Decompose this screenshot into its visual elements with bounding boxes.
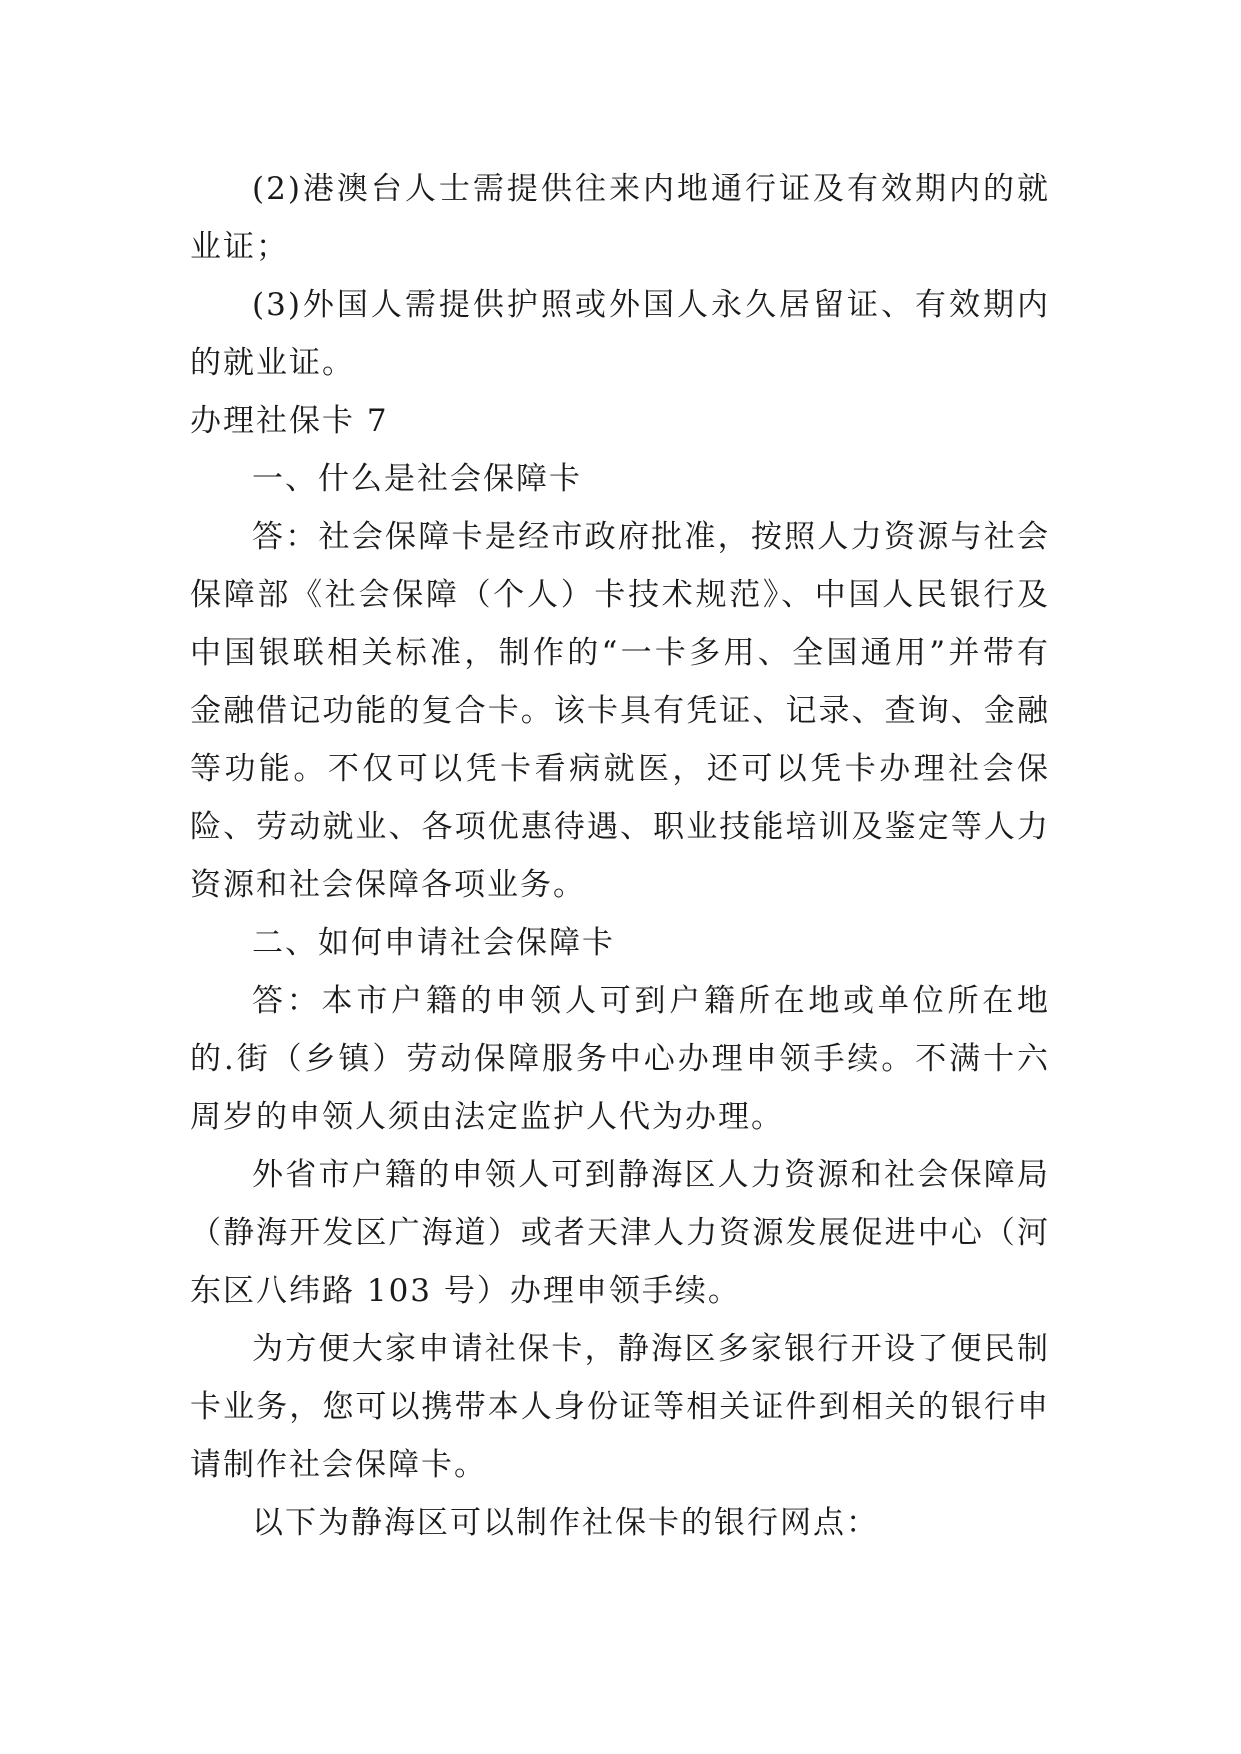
- paragraph-bank-list-intro: 以下为静海区可以制作社保卡的银行网点：: [252, 1505, 879, 1541]
- paragraph-hmt-requirements: (2)港澳台人士需提供往来内地通行证及有效期内的就业证；: [190, 171, 1050, 265]
- paragraph-bank-service: 为方便大家申请社保卡，静海区多家银行开设了便民制卡业务，您可以携带本人身份证等相关证件到相关的银行申请制作社会保障卡。: [190, 1331, 1050, 1483]
- document-body: [190, 160, 1050, 1552]
- heading-how-to-apply: 二、如何申请社会保障卡: [252, 925, 615, 961]
- paragraph-card-definition: 答：社会保障卡是经市政府批准，按照人力资源与社会保障部《社会保障（个人）卡技术规范》、中国人民银行及中国银联相关标准，制作的“一卡多用、全国通用”并带有金融借记功能的复合卡。该卡具有凭证、记录、查询、金融等功能。不仅可以凭卡看病就医，还可以凭卡办理社会保险、劳动就业、各项优惠待遇、职业技能培训及鉴定等人力资源和社会保障各项业务。: [190, 519, 1050, 903]
- heading-what-is-card: 一、什么是社会保障卡: [252, 461, 582, 497]
- section-title: 办理社保卡 7: [190, 403, 389, 439]
- paragraph-foreigner-requirements: (3)外国人需提供护照或外国人永久居留证、有效期内的就业证。: [190, 287, 1050, 381]
- paragraph-nonlocal-residents: 外省市户籍的申领人可到静海区人力资源和社会保障局（静海开发区广海道）或者天津人力资源发展促进中心（河东区八纬路 103 号）办理申领手续。: [190, 1157, 1050, 1309]
- paragraph-local-residents: 答：本市户籍的申领人可到户籍所在地或单位所在地的.街（乡镇）劳动保障服务中心办理申领手续。不满十六周岁的申领人须由法定监护人代为办理。: [190, 983, 1050, 1135]
